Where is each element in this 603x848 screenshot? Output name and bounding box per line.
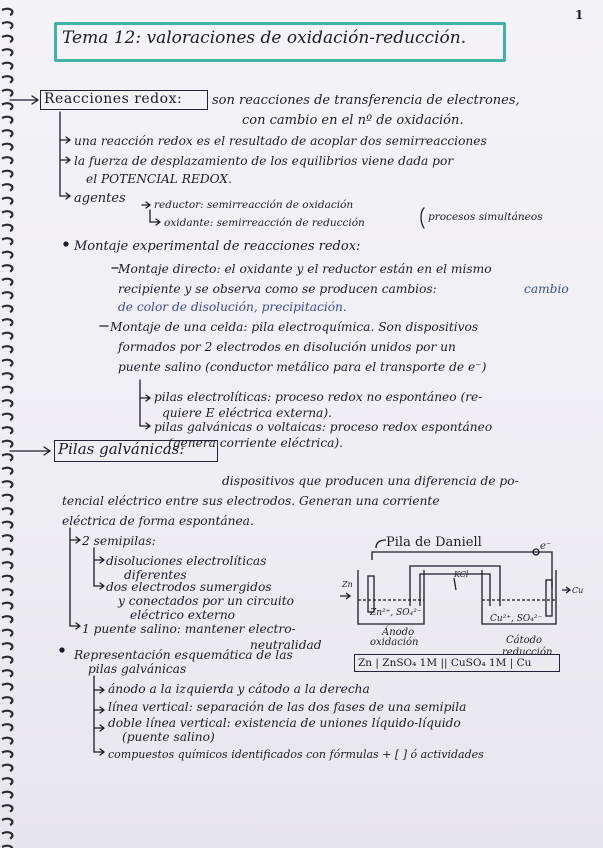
redox-point-force-1: la fuerza de desplazamiento de los equilibrios viene dada por — [74, 154, 454, 168]
montaje-directo-1: Montaje directo: el oxidante y el reductor están en el mismo — [118, 262, 492, 276]
montaje-directo-2: recipiente y se observa como se producen cambios: — [118, 282, 437, 296]
pilas-galvanicas-def-3: eléctrica de forma espontánea. — [62, 514, 254, 528]
disoluciones-1: disoluciones electrolíticas — [106, 554, 267, 568]
repr-point-compounds: compuestos químicos identificados con fórmulas + [ ] ó actividades — [108, 748, 484, 761]
repr-point-vertical-line: línea vertical: separación de las dos fases de una semipila — [108, 700, 467, 714]
cu-solution-label: Cu²⁺, SO₄²⁻ — [490, 614, 543, 624]
daniell-title: Pila de Daniell — [386, 535, 482, 550]
cathode-reduction-label: reducción — [502, 647, 553, 658]
montaje-directo-2b: cambio — [524, 282, 569, 296]
cathode-label: Cátodo — [506, 635, 543, 646]
electrodos-3: eléctrico externo — [130, 608, 236, 622]
electron-label: e⁻ — [540, 541, 552, 552]
montaje-directo-3: de color de disolución, precipitación. — [118, 300, 347, 314]
redox-point-semireactions: una reacción redox es el resultado de acoplar dos semirreacciones — [74, 134, 487, 148]
kcl-label: KCl — [454, 570, 469, 579]
semipilas-label: 2 semipilas: — [82, 534, 156, 548]
cu-electrode-label: Cu — [572, 586, 584, 595]
montaje-heading: Montaje experimental de reacciones redox: — [74, 239, 361, 254]
pilas-galvanicas-1: pilas galvánicas o voltaicas: proceso redox espontáneo — [154, 420, 493, 434]
zn-electrode-label: Zn — [342, 580, 353, 589]
montaje-celda-2: formados por 2 electrodos en disolución unidos por un — [118, 340, 456, 354]
pilas-galvanicas-def-2: tencial eléctrico entre sus electrodos. Generan una corriente — [62, 494, 440, 508]
repr-point-anode: ánodo a la izquierda y cátodo a la derecha — [108, 682, 370, 696]
montaje-celda-1: Montaje de una celda: pila electroquímica. Son dispositivos — [110, 320, 479, 334]
page-title: Tema 12: valoraciones de oxidación-reducción. — [62, 28, 467, 48]
representacion-2: pilas galvánicas — [88, 662, 187, 676]
disoluciones-2: diferentes — [124, 568, 187, 582]
electrodos-1: dos electrodos sumergidos — [106, 580, 272, 594]
anode-label: Ánodo — [382, 627, 415, 638]
repr-point-double-line-2: (puente salino) — [122, 730, 215, 744]
puente-salino-2: neutralidad — [250, 638, 322, 652]
cell-notation: Zn | ZnSO₄ 1M || CuSO₄ 1M | Cu — [358, 657, 532, 669]
redox-point-force-2: el POTENCIAL REDOX. — [86, 172, 232, 186]
pilas-electroliticas-2: quiere E eléctrica externa). — [162, 406, 332, 420]
redox-definition-2: con cambio en el nº de oxidación. — [242, 113, 464, 128]
puente-salino-1: 1 puente salino: mantener electro- — [82, 622, 296, 636]
pilas-galvanicas-2: (genera corriente eléctrica). — [168, 436, 344, 450]
pilas-electroliticas-1: pilas electrolíticas: proceso redox no espontáneo (re- — [154, 390, 483, 404]
montaje-celda-3: puente salino (conductor metálico para el transporte de e⁻) — [118, 360, 487, 374]
representacion-1: Representación esquemática de las — [74, 648, 293, 662]
agentes-label: agentes — [74, 191, 126, 206]
reacciones-redox-heading: Reacciones redox: — [44, 91, 183, 107]
pilas-galvanicas-def-1: dispositivos que producen una diferencia de po- — [222, 474, 519, 488]
reductor-text: reductor: semirreacción de oxidación — [154, 199, 354, 211]
page-number: 1 — [575, 8, 584, 22]
zn-solution-label: Zn²⁺, SO₄²⁻ — [370, 608, 422, 618]
procesos-simultaneos: procesos simultáneos — [428, 211, 543, 223]
anode-oxidation-label: oxidación — [370, 637, 419, 648]
repr-point-double-line-1: doble línea vertical: existencia de uniones líquido-líquido — [108, 716, 461, 730]
redox-definition-1: son reacciones de transferencia de electrones, — [212, 93, 520, 108]
pilas-galvanicas-heading: Pilas galvánicas: — [58, 440, 185, 458]
electrodos-2: y conectados por un circuito — [118, 594, 295, 608]
oxidante-text: oxidante: semirreacción de reducción — [164, 217, 365, 229]
